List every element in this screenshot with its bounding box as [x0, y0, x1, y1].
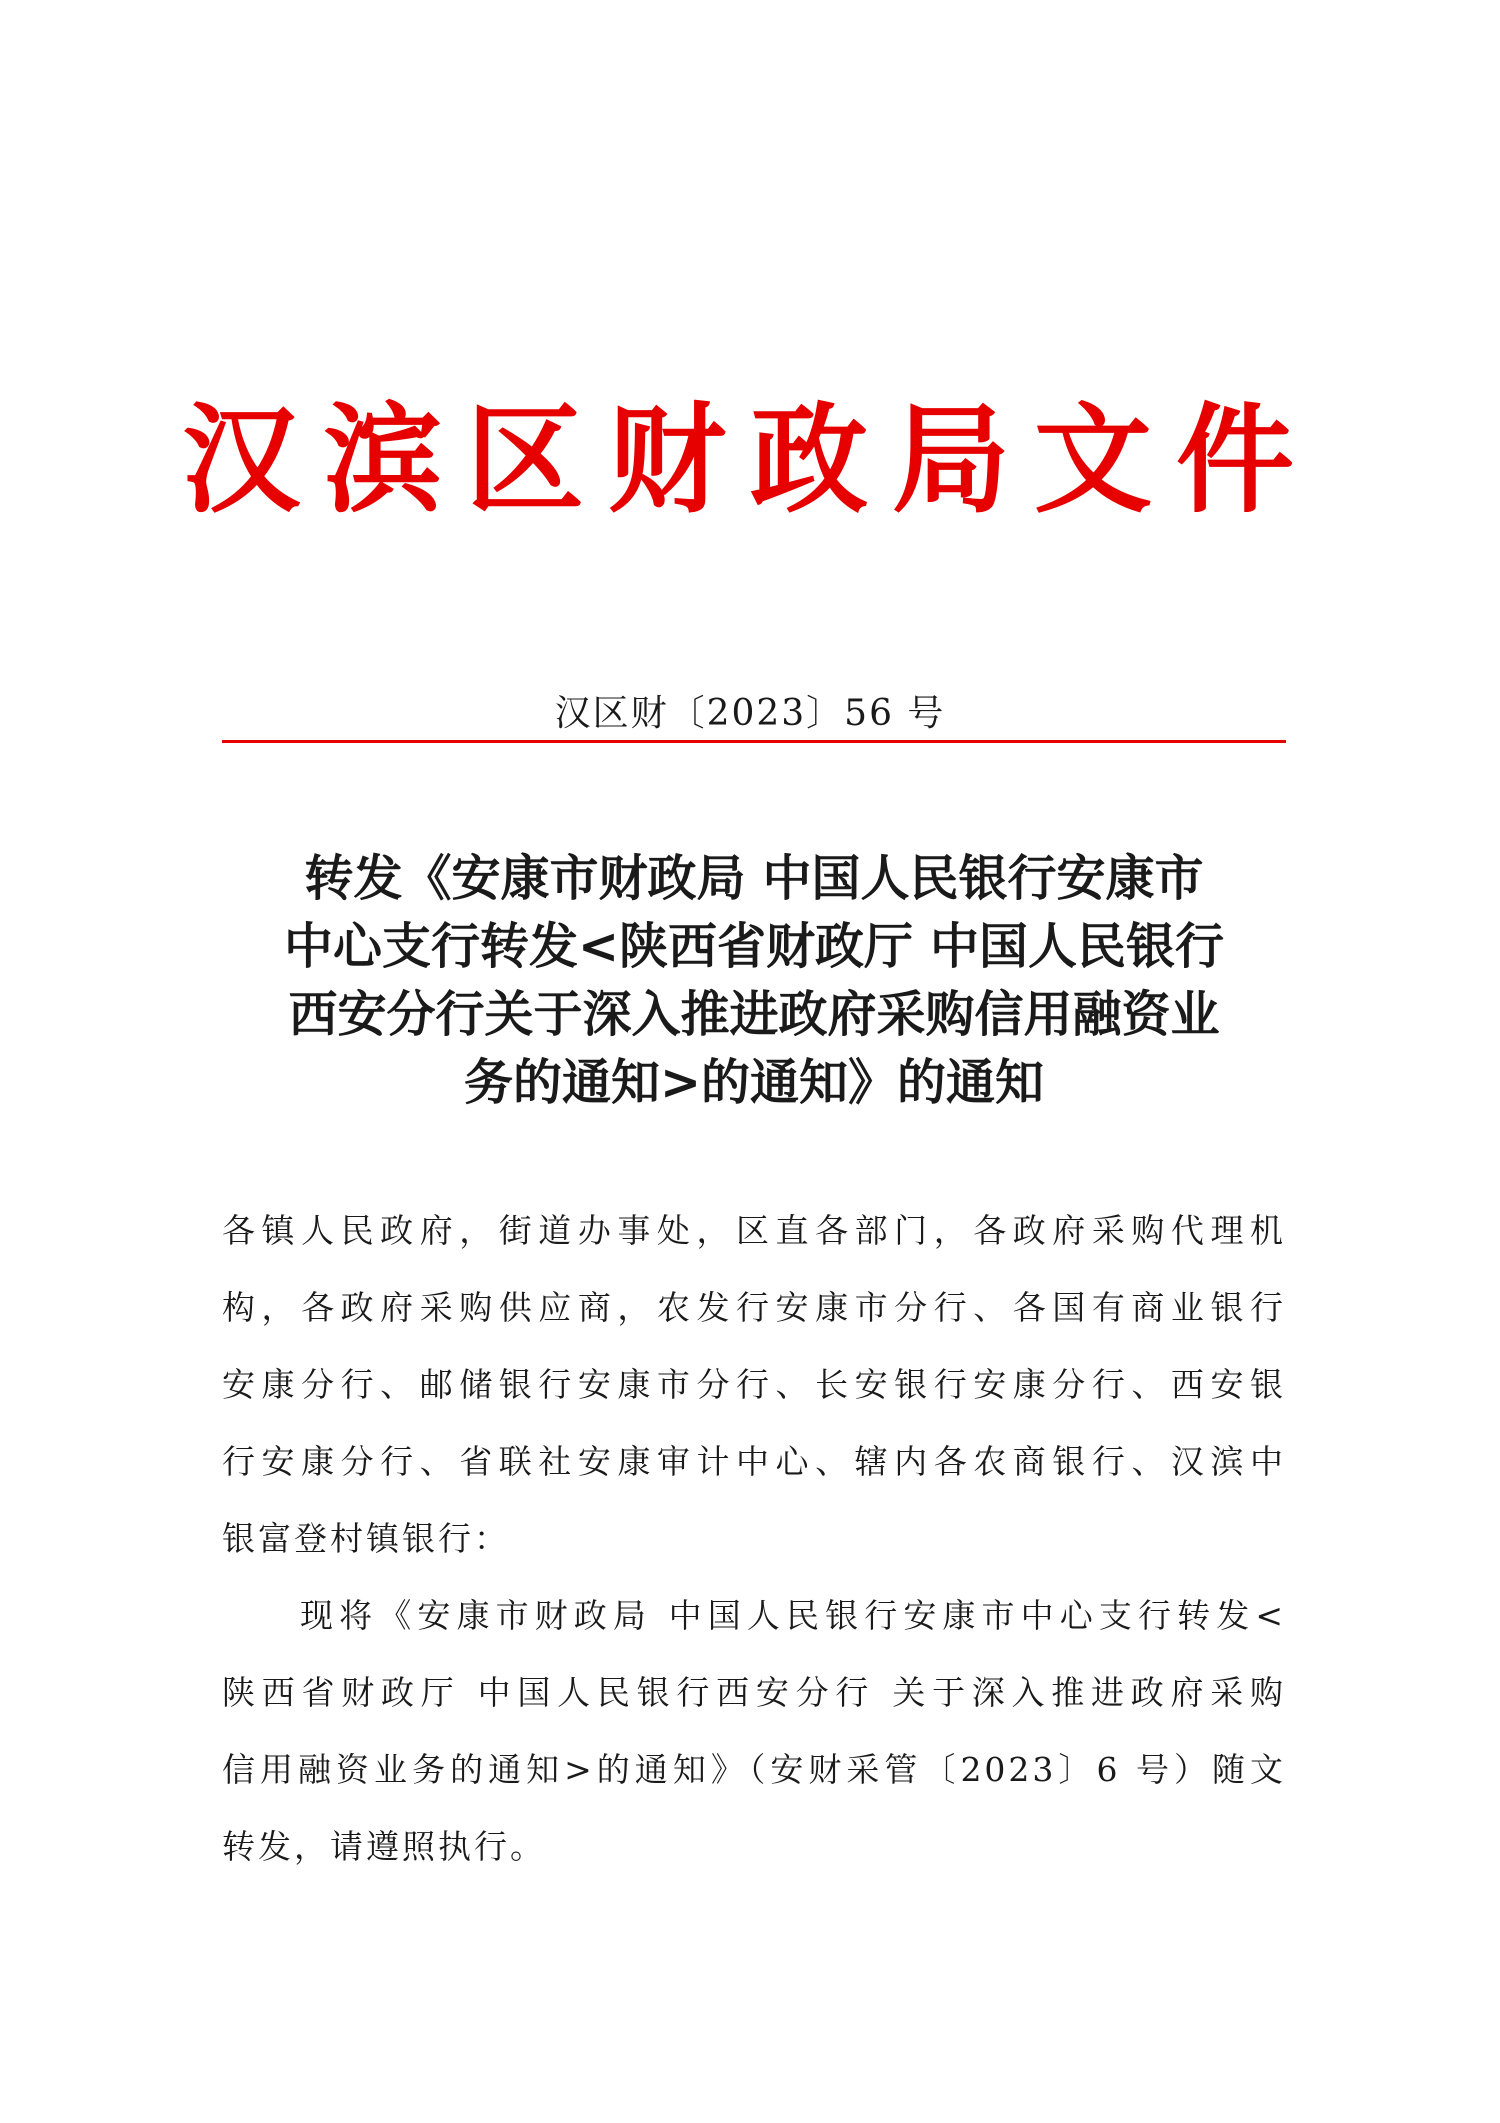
document-body [222, 1192, 1286, 1885]
masthead-title: 汉滨区财政局文件 [181, 391, 1318, 529]
title-line: 西安分行关于深入推进政府采购信用融资业 [288, 986, 1220, 1043]
paragraph-line: 陕西省财政厅 中国人民银行西安分行 关于深入推进政府采购 [222, 1673, 1286, 1712]
main-paragraph [222, 1577, 1286, 1885]
addressee-line: 银富登村镇银行： [222, 1519, 510, 1558]
paragraph-line: 现将《安康市财政局 中国人民银行安康市中心支行转发< [300, 1596, 1286, 1635]
document-title [222, 845, 1286, 1117]
addressee-line: 行安康分行、省联社安康审计中心、辖内各农商银行、汉滨中 [222, 1442, 1286, 1481]
title-line: 务的通知>的通知》的通知 [463, 1054, 1045, 1111]
document-number: 汉区财〔2023〕56 号 [554, 693, 946, 734]
addressee-line: 各镇人民政府，街道办事处，区直各部门，各政府采购代理机 [222, 1211, 1286, 1250]
title-line: 中心支行转发<陕西省财政厅 中国人民银行 [283, 918, 1225, 975]
paragraph-line: 信用融资业务的通知>的通知》（安财采管〔2023〕6 号）随文 [222, 1750, 1286, 1789]
paragraph-line: 转发，请遵照执行。 [222, 1827, 546, 1866]
addressee-block [222, 1192, 1286, 1577]
addressee-line: 安康分行、邮储银行安康市分行、长安银行安康分行、西安银 [222, 1365, 1286, 1404]
title-line: 转发《安康市财政局 中国人民银行安康市 [304, 850, 1204, 907]
red-divider-line [222, 740, 1286, 743]
addressee-line: 构，各政府采购供应商，农发行安康市分行、各国有商业银行 [222, 1288, 1286, 1327]
